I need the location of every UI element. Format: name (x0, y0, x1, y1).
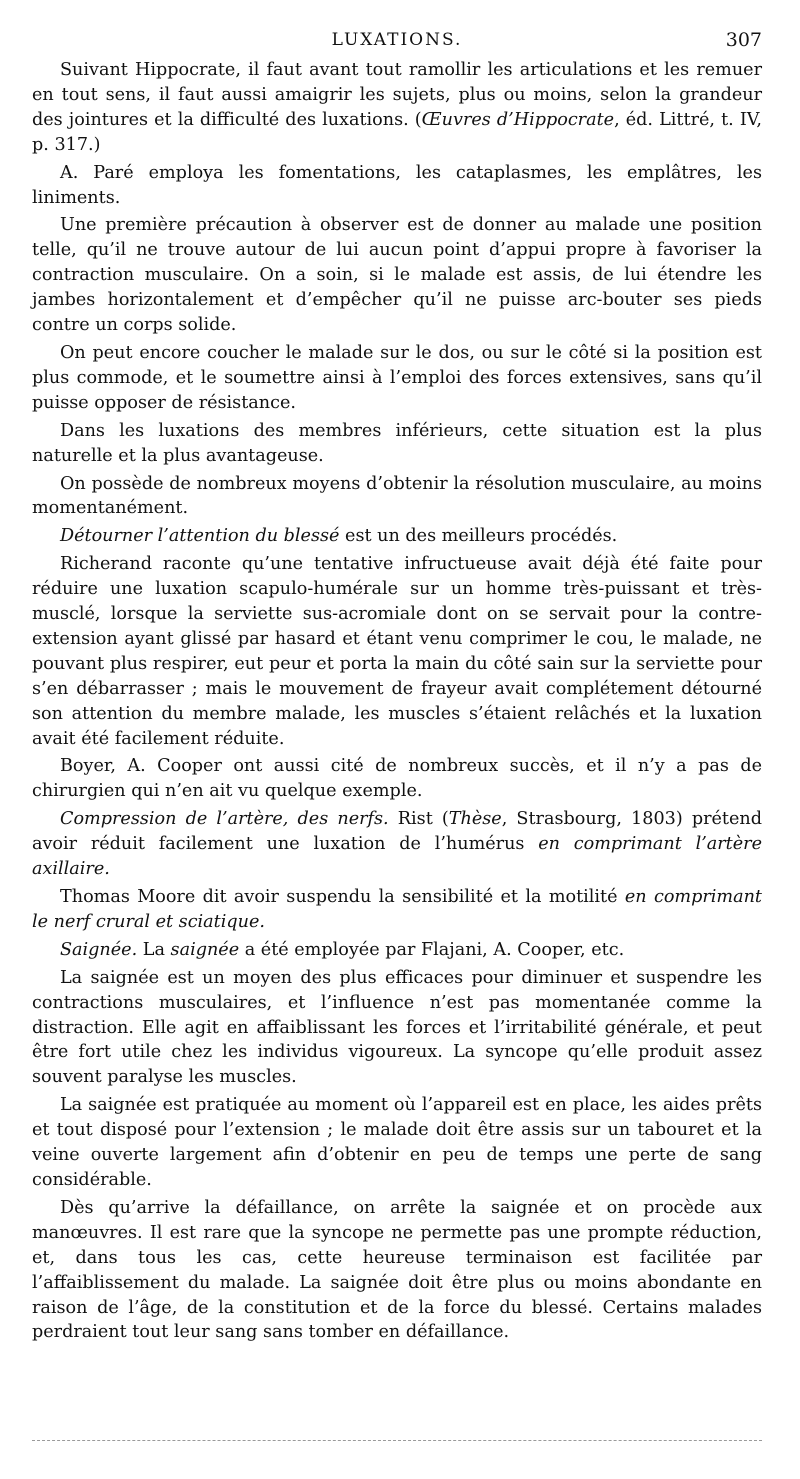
section-heading: Saignée. (60, 939, 138, 960)
emphasis: en comprimant l’artère axillaire. (32, 834, 762, 880)
paragraph (32, 472, 762, 522)
emphasis: saignée (170, 939, 240, 960)
paragraph (32, 966, 762, 1091)
emphasis: en comprimant le nerf crural et sciatique. (32, 887, 762, 932)
body-text (32, 58, 762, 1345)
text-run: Rist ( (388, 809, 449, 830)
text-run: On possède de nombreux moyens d’obtenir la résolution musculaire, au moins momentanément. (32, 473, 762, 519)
section-heading: Détourner l’attention du blessé (60, 526, 340, 547)
text-run: La saignée est un moyen des plus efficaces pour diminuer et suspendre les contractions musculaires, et l’influence n’est pas momentanée comme la distraction. Elle agit en affaiblissant les forces et l’irritabilité générale, et peut être fort utile chez les individus vigoureux. La syncope qu’elle produit assez souvent paralyse les muscles. (32, 967, 762, 1088)
paragraph (32, 161, 762, 211)
paragraph (32, 341, 762, 416)
paragraph (32, 58, 762, 158)
citation-title: Thèse (448, 809, 502, 830)
text-run: , éd. Littré, t. IV, p. 317.) (32, 109, 762, 155)
paragraph (32, 1196, 762, 1345)
footer-rule (32, 1440, 762, 1441)
text-run: Une première précaution à observer est de donner au malade une position telle, qu’il ne trouve autour de lui aucun point d’appui propre à favoriser la contraction musculaire. On a soin, si le malade est assis, de lui étendre les jambes horizontalement et d’empêcher qu’il ne puisse arc-bouter ses pieds contre un corps solide. (32, 215, 762, 336)
text-run: A. Paré employa les fomentations, les cataplasmes, les emplâtres, les liniments. (32, 162, 762, 208)
paragraph (32, 938, 762, 963)
book-page (32, 22, 762, 1462)
paragraph (32, 885, 762, 935)
paragraph (32, 419, 762, 469)
text-run: Thomas Moore dit avoir suspendu la sensibilité et la motilité (60, 887, 625, 907)
page-header (32, 22, 762, 58)
text-run: Richerand raconte qu’une tentative infructueuse avait déjà été faite pour réduire une luxation scapulo-humérale sur un homme très-puissant et très-musclé, lorsque la serviette sus-acromiale dont on se servait pour la contre-extension ayant glissé par hasard et étant venu comprimer le cou, le malade, ne pouvant plus respirer, eut peur et porta la main du côté sain sur la serviette pour s’en débarrasser ; mais le mouvement de frayeur avait complétement détourné son attention du membre malade, les muscles s’étaient relâchés et la luxation avait été facilement réduite. (32, 554, 762, 749)
paragraph (32, 1093, 762, 1193)
text-run: La (137, 939, 171, 960)
text-run: Suivant Hippocrate, il faut avant tout ramollir les articulations et les remuer en tout sens, il faut aussi amaigrir les sujets, plus ou moins, selon la grandeur des jointures et la difficulté des luxations. ( (32, 60, 762, 130)
text-run: Boyer, A. Cooper ont aussi cité de nombreux succès, et il n’y a pas de chirurgien qui n’en ait vu quelque exemple. (32, 756, 762, 802)
running-title: LUXATIONS. (331, 30, 463, 50)
section-heading: Compression de l’artère, des nerfs. (60, 809, 389, 830)
text-run: est un des meilleurs procédés. (339, 526, 618, 547)
text-run: , Strasbourg, 1803) prétend avoir réduit facilement une luxation de l’humérus (32, 809, 762, 855)
paragraph (32, 552, 762, 751)
paragraph (32, 524, 762, 549)
text-run: Dès qu’arrive la défaillance, on arrête la saignée et on procède aux manœuvres. Il est rare que la syncope ne permette pas une prompte réduction, et, dans tous les cas, cette heureuse terminaison est facilitée par l’affaiblissement du malade. La saignée doit être plus ou moins abondante en raison de l’âge, de la constitution et de la force du blessé. Certains malades perdraient tout leur sang sans tomber en défaillance. (32, 1197, 762, 1343)
citation-title: Œuvres d’Hippocrate (421, 109, 615, 130)
page-number: 307 (725, 29, 762, 51)
text-run: La saignée est pratiquée au moment où l’appareil est en place, les aides prêts et tout disposé pour l’extension ; le malade doit être assis sur un tabouret et la veine ouverte largement afin d’obtenir en peu de temps une perte de sang considérable. (32, 1095, 762, 1190)
paragraph (32, 213, 762, 338)
text-run: a été employée par Flajani, A. Cooper, etc. (239, 939, 625, 960)
paragraph (32, 807, 762, 882)
text-run: Dans les luxations des membres inférieurs, cette situation est la plus naturelle et la plus avantageuse. (32, 420, 762, 466)
text-run: On peut encore coucher le malade sur le dos, ou sur le côté si la position est plus commode, et le soumettre ainsi à l’emploi des forces extensives, sans qu’il puisse opposer de résistance. (32, 342, 762, 413)
paragraph (32, 754, 762, 804)
